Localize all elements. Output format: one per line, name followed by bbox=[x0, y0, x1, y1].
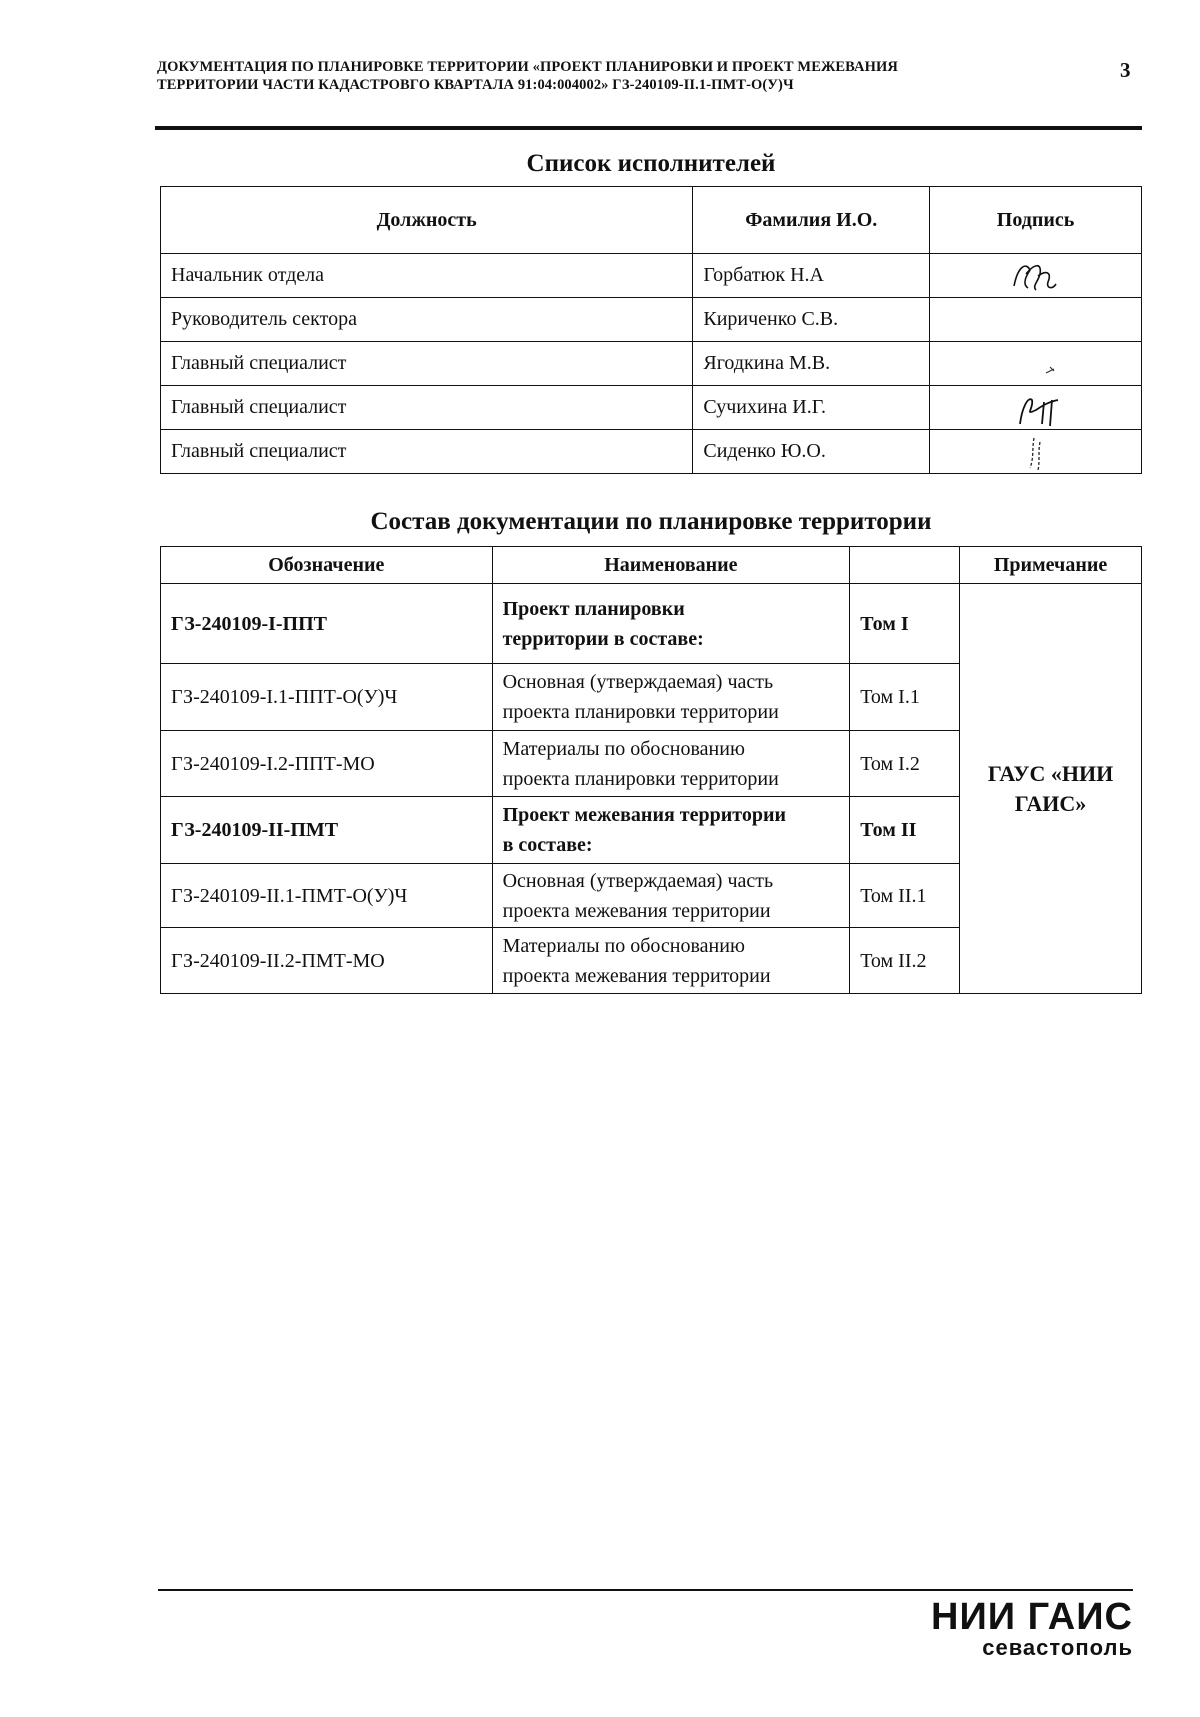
header-divider bbox=[155, 126, 1142, 130]
volume-cell: Том I.2 bbox=[850, 731, 960, 797]
title-line-1: Проект планировки bbox=[502, 597, 685, 620]
table-row bbox=[161, 298, 1142, 342]
title-line-1: Основная (утверждаемая) часть bbox=[502, 869, 774, 892]
code-cell: ГЗ-240109-I.1-ППТ-О(У)Ч bbox=[161, 664, 493, 731]
page-number: 3 bbox=[1120, 58, 1131, 82]
name-cell: Сучихина И.Г. bbox=[693, 386, 930, 430]
header-line-1: ДОКУМЕНТАЦИЯ ПО ПЛАНИРОВКЕ ТЕРРИТОРИИ «ПРОЕКТ ПЛАНИРОВКИ И ПРОЕКТ МЕЖЕВАНИЯ bbox=[157, 59, 898, 75]
note-line-1: ГАУС «НИИ bbox=[987, 760, 1114, 786]
header-line-2: ТЕРРИТОРИИ ЧАСТИ КАДАСТРОВГО КВАРТАЛА 91:04:004002» ГЗ-240109-II.1-ПМТ-О(У)Ч bbox=[157, 77, 794, 93]
position-cell: Главный специалист bbox=[161, 386, 693, 430]
document-header bbox=[157, 58, 1087, 94]
title-line-2: в составе: bbox=[502, 834, 593, 856]
column-header-position: Должность bbox=[161, 187, 693, 254]
name-cell: Кириченко С.В. bbox=[693, 298, 930, 342]
signature-cell bbox=[930, 430, 1142, 474]
title-line-2: проекта межевания территории bbox=[502, 899, 771, 922]
volume-cell: Том II.1 bbox=[850, 864, 960, 928]
title-line-2: проекта планировки территории bbox=[502, 767, 779, 790]
name-cell: Ягодкина М.В. bbox=[693, 342, 930, 386]
code-cell: ГЗ-240109-II.1-ПМТ-О(У)Ч bbox=[161, 864, 493, 928]
executors-title: Список исполнителей bbox=[526, 150, 776, 177]
note-cell bbox=[960, 584, 1142, 994]
composition-table bbox=[160, 546, 1142, 994]
signature-cell bbox=[930, 342, 1142, 386]
column-header-title: Наименование bbox=[492, 547, 850, 584]
title-line-2: территории в составе: bbox=[502, 627, 704, 650]
title-cell bbox=[492, 864, 850, 928]
position-cell: Начальник отдела bbox=[161, 254, 693, 298]
table-row bbox=[161, 254, 1142, 298]
column-header-code: Обозначение bbox=[161, 547, 493, 584]
position-cell: Руководитель сектора bbox=[161, 298, 693, 342]
position-cell: Главный специалист bbox=[161, 430, 693, 474]
note-line-2: ГАИС» bbox=[1014, 790, 1087, 816]
volume-cell: Том II bbox=[850, 797, 960, 864]
title-cell bbox=[492, 797, 850, 864]
signature-image bbox=[996, 388, 1076, 428]
table-row bbox=[161, 386, 1142, 430]
column-header-signature: Подпись bbox=[930, 187, 1142, 254]
volume-cell: Том I bbox=[850, 584, 960, 664]
title-cell bbox=[492, 928, 850, 994]
table-row bbox=[161, 430, 1142, 474]
code-cell: ГЗ-240109-I.2-ППТ-МО bbox=[161, 731, 493, 797]
name-cell: Горбатюк Н.А bbox=[693, 254, 930, 298]
table-header-row bbox=[161, 547, 1142, 584]
code-cell: ГЗ-240109-II-ПМТ bbox=[161, 797, 493, 864]
signature-cell bbox=[930, 386, 1142, 430]
company-logo bbox=[880, 1597, 1133, 1659]
composition-title: Состав документации по планировке территории bbox=[370, 508, 932, 535]
title-cell bbox=[492, 664, 850, 731]
table-row bbox=[161, 584, 1142, 664]
title-line-1: Основная (утверждаемая) часть bbox=[502, 671, 774, 693]
title-line-1: Материалы по обоснованию bbox=[502, 737, 745, 760]
title-cell bbox=[492, 584, 850, 664]
logo-main-text: НИИ ГАИС bbox=[931, 1596, 1133, 1638]
title-line-1: Материалы по обоснованию bbox=[502, 934, 745, 957]
table-row bbox=[161, 342, 1142, 386]
column-header-name: Фамилия И.О. bbox=[693, 187, 930, 254]
signature-cell bbox=[930, 254, 1142, 298]
logo-sub-text: севастополь bbox=[982, 1635, 1133, 1660]
name-cell: Сиденко Ю.О. bbox=[693, 430, 930, 474]
footer-divider bbox=[158, 1589, 1133, 1591]
signature-cell bbox=[930, 298, 1142, 342]
code-cell: ГЗ-240109-II.2-ПМТ-МО bbox=[161, 928, 493, 994]
title-line-1: Проект межевания территории bbox=[502, 804, 786, 826]
code-cell: ГЗ-240109-I-ППТ bbox=[161, 584, 493, 664]
executors-table bbox=[160, 186, 1142, 474]
volume-cell: Том I.1 bbox=[850, 664, 960, 731]
column-header-note: Примечание bbox=[960, 547, 1142, 584]
volume-cell: Том II.2 bbox=[850, 928, 960, 994]
signature-image bbox=[996, 432, 1076, 472]
title-line-2: проекта планировки территории bbox=[502, 701, 779, 723]
table-header-row bbox=[161, 187, 1142, 254]
signature-image bbox=[996, 256, 1076, 296]
position-cell: Главный специалист bbox=[161, 342, 693, 386]
column-header-volume bbox=[850, 547, 960, 584]
title-line-2: проекта межевания территории bbox=[502, 964, 771, 987]
title-cell bbox=[492, 731, 850, 797]
signature-image bbox=[996, 349, 1076, 379]
